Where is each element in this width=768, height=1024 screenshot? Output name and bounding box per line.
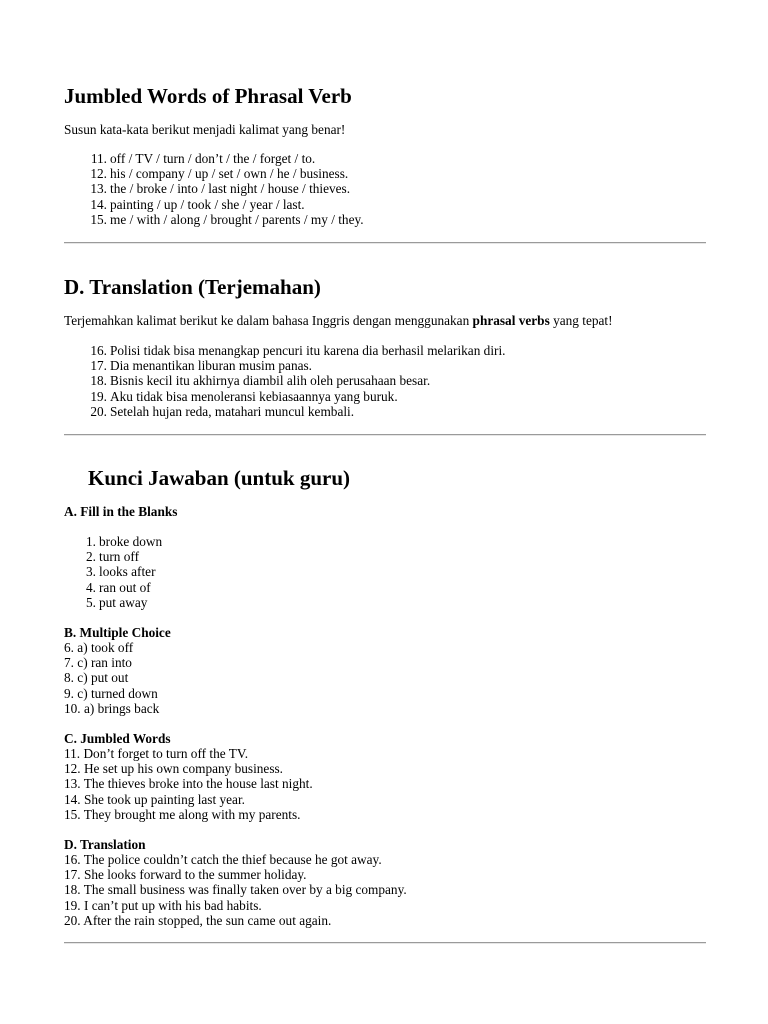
list-item: 16. Polisi tidak bisa menangkap pencuri itu karena dia berhasil melarikan diri.: [90, 343, 506, 358]
list-item: 4. ran out of: [86, 579, 151, 595]
answer-key-title: Kunci Jawaban (untuk guru): [88, 466, 350, 490]
translation-answer-list: [64, 852, 407, 928]
fill-blanks-answer-list: [73, 534, 162, 610]
list-item: 18. Bisnis kecil itu akhirnya diambil alih oleh perusahaan besar.: [90, 373, 431, 389]
list-item: 7. c) ran into: [64, 655, 132, 671]
list-item: 12. his / company / up / set / own / he / business.: [90, 166, 349, 182]
list-item: 6. a) took off: [64, 640, 134, 655]
translation-question-list: [84, 343, 505, 419]
list-item: 14. She took up painting last year.: [64, 791, 245, 807]
list-item: 19. Aku tidak bisa menoleransi kebiasaannya yang buruk.: [90, 388, 398, 404]
jumbled-words-heading: C. Jumbled Words: [64, 731, 171, 746]
list-item: 15. me / with / along / brought / parents / my / they.: [90, 211, 364, 227]
list-item: 8. c) put out: [64, 670, 129, 686]
jumbled-question-list: [84, 151, 364, 227]
section-divider: [64, 242, 706, 244]
translation-section-title: D. Translation (Terjemahan): [64, 275, 321, 299]
multiple-choice-answer-list: [64, 640, 159, 716]
list-item: 13. The thieves broke into the house last night.: [64, 776, 313, 792]
jumbled-words-answer-list: [64, 746, 313, 822]
list-item: 14. painting / up / took / she / year / last.: [90, 196, 305, 212]
list-item: 12. He set up his own company business.: [64, 761, 284, 777]
list-item: 9. c) turned down: [64, 685, 158, 701]
list-item: 17. Dia menantikan liburan musim panas.: [90, 358, 312, 374]
list-item: 16. The police couldn’t catch the thief because he got away.: [64, 852, 382, 867]
list-item: 1. broke down: [86, 534, 163, 549]
list-item: 3. looks after: [86, 564, 156, 580]
list-item: 20. After the rain stopped, the sun came out again.: [64, 912, 332, 928]
list-item: 2. turn off: [86, 549, 140, 565]
list-item: 13. the / broke / into / last night / house / thieves.: [90, 181, 351, 197]
multiple-choice-heading: B. Multiple Choice: [64, 625, 171, 640]
translation-answer-heading: D. Translation: [64, 837, 146, 852]
list-item: 18. The small business was finally taken over by a big company.: [64, 882, 407, 898]
section-divider: [64, 942, 706, 944]
list-item: 19. I can’t put up with his bad habits.: [64, 897, 262, 913]
jumbled-instruction: Susun kata-kata berikut menjadi kalimat yang benar!: [64, 122, 346, 137]
list-item: 5. put away: [86, 594, 148, 610]
list-item: 10. a) brings back: [64, 700, 160, 716]
list-item: 11. off / TV / turn / don’t / the / forget / to.: [90, 151, 316, 166]
list-item: 17. She looks forward to the summer holiday.: [64, 867, 307, 883]
list-item: 15. They brought me along with my parents.: [64, 806, 301, 822]
list-item: 20. Setelah hujan reda, matahari muncul kembali.: [90, 403, 355, 419]
jumbled-section-title: Jumbled Words of Phrasal Verb: [64, 84, 352, 108]
section-divider: [64, 434, 706, 436]
fill-blanks-heading: A. Fill in the Blanks: [64, 504, 178, 519]
list-item: 11. Don’t forget to turn off the TV.: [64, 746, 249, 761]
translation-instruction: Terjemahkan kalimat berikut ke dalam bahasa Inggris dengan menggunakan phrasal verbs yang tepat!: [64, 313, 613, 328]
phrasal-verbs-emphasis: phrasal verbs: [472, 313, 550, 328]
